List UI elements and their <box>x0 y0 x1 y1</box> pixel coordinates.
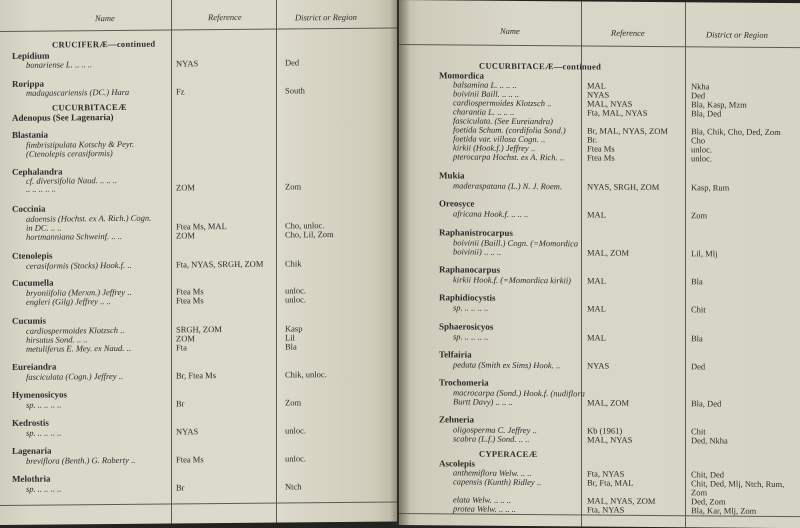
reference-cell: ZOM <box>176 182 195 192</box>
species-name <box>12 148 113 159</box>
leader-dots: .. <box>127 287 131 297</box>
reference-cell: Fta, NYAS <box>587 468 624 478</box>
district-cell: Ded <box>691 361 705 371</box>
column-divider <box>685 2 686 527</box>
leader-dots: .. .. <box>51 222 62 232</box>
leader-dots: .. <box>547 98 551 108</box>
species-text: sp. .. .. <box>26 400 48 410</box>
reference-cell: ZOM <box>176 333 195 343</box>
genus-name: Lepidium <box>12 51 50 61</box>
leader-dots: .. .. <box>100 296 111 306</box>
district-cell: Zom <box>285 397 301 407</box>
species-name <box>12 260 132 271</box>
district-cell: Chik <box>285 258 302 268</box>
reference-cell: Br, MAL, NYAS, ZOM <box>587 125 668 136</box>
district-cell: Nkha <box>691 81 709 91</box>
leader-dots: .. .. <box>521 468 532 478</box>
leader-dots: .. <box>127 343 131 353</box>
species-text: breviflora (Benth.) G. Roberty <box>26 455 129 466</box>
species-name <box>439 359 560 370</box>
species-text: kirkii (Hook.f.) Jeffrey <box>453 142 529 153</box>
district-cell: Bla <box>285 341 297 351</box>
species-text: kirkii Hook.f. (=Momordica kirkii) <box>453 274 571 285</box>
genus-name: Hymenosicyos <box>12 389 67 399</box>
species-text: sp. .. .. <box>453 331 475 341</box>
species-name <box>12 455 135 466</box>
district-cell: Chit <box>691 426 706 436</box>
column-divider <box>171 0 172 524</box>
reference-header: Reference <box>208 12 242 22</box>
family-heading: CUCURBITACEÆ <box>52 102 127 113</box>
district-cell: South <box>285 85 305 95</box>
species-name <box>439 396 513 407</box>
district-cell: Zom <box>285 181 301 191</box>
species-text: foetida Schum. (cordifolia Sond.) <box>453 124 566 135</box>
species-text: boivinii (Baill.) Cogn. (=Momordica <box>453 237 578 248</box>
district-cell: Bla <box>691 333 703 343</box>
species-text: cerasiformis (Stocks) Hook.f. <box>26 260 125 271</box>
leader-dots: .. <box>541 134 545 144</box>
district-cell: Bla <box>691 276 703 286</box>
species-name <box>12 371 123 382</box>
species-name <box>12 399 61 409</box>
species-text: metuliferus E. Mey. ex Naud. <box>26 343 124 354</box>
species-text: boivinii) <box>453 246 482 256</box>
leader-dots: .. .. .. <box>75 59 92 69</box>
species-name <box>439 180 562 191</box>
reference-cell: Ftea Ms, MAL <box>176 221 227 231</box>
genus-name: Telfairia <box>439 349 472 359</box>
species-text: pterocarpa Hochst. ex A. Rich. <box>453 151 558 162</box>
species-text: cardiospermoides Klotzsch <box>453 97 545 108</box>
species-text: africana Hook.f. <box>453 208 509 218</box>
district-cell: Bla, Ded <box>691 398 721 408</box>
genus-name: Oreosyce <box>439 198 474 208</box>
district-cell: Bla, Chik, Cho, Ded, Zom <box>691 126 781 137</box>
species-text: fasciculata. (See Eureiandra) <box>453 115 553 126</box>
species-text: elata Welw. <box>453 494 492 504</box>
genus-name: Blastania <box>12 130 48 140</box>
leader-dots: .. .. <box>478 303 489 313</box>
reference-cell: Fta <box>176 342 187 352</box>
leader-dots: .. .. <box>478 332 489 342</box>
species-text: pedata (Smith ex Sims) Hook. <box>453 359 554 370</box>
reference-cell: MAL <box>587 275 606 285</box>
reference-cell: MAL, ZOM <box>587 247 629 257</box>
species-text: sp. .. .. <box>26 484 48 494</box>
species-text: cf. diversifolia Naud. <box>26 175 98 186</box>
reference-cell: Br <box>176 398 185 408</box>
species-name <box>439 246 501 256</box>
footer-rule <box>0 502 397 506</box>
species-name <box>439 274 571 285</box>
district-cell: Bla, Ded <box>691 108 721 118</box>
reference-cell: Br, Fta, MAL <box>587 477 633 487</box>
leader-dots: .. <box>532 425 536 435</box>
reference-cell: Fta, NYAS <box>587 504 624 514</box>
reference-cell: NYAS <box>587 89 609 99</box>
genus-name: Melothria <box>12 474 51 484</box>
reference-header: Reference <box>611 28 645 38</box>
family-heading: CUCURBITACEÆ—continued <box>479 61 601 72</box>
species-text: scabra (L.f.) Sond. <box>453 433 517 443</box>
district-cell: unloc. <box>285 294 306 304</box>
genus-name: Cephalandra <box>12 166 63 176</box>
species-text: engleri (Gilg) Jeffrey <box>26 296 98 307</box>
district-cell: Cho <box>691 135 705 145</box>
family-heading: CRUCIFERÆ—continued <box>52 39 155 50</box>
genus-name: Momordica <box>439 70 484 80</box>
leader-dots: .. <box>556 360 560 370</box>
leader-dots: .. <box>120 325 124 335</box>
species-text: anthemiflora Welw. <box>453 467 519 478</box>
leader-dots: .. .. .. <box>494 495 511 505</box>
reference-cell: NYAS <box>176 426 198 436</box>
district-cell: Ded, Nkha <box>691 435 728 445</box>
district-cell: Lil, Mlj <box>691 248 717 258</box>
reference-cell: Ftea Ms <box>176 286 204 296</box>
leader-dots: .. .. <box>519 434 530 444</box>
species-text: maderaspatana (L.) N. J. Roem. <box>453 180 562 191</box>
species-text: (Ctenolepis cerasiformis) <box>26 148 113 159</box>
reference-cell: Fta, MAL, NYAS <box>587 107 647 117</box>
book-gutter <box>390 0 410 525</box>
district-cell: Zom <box>691 487 707 497</box>
reference-cell: Ftea Ms <box>176 295 204 305</box>
species-name <box>439 151 564 162</box>
leader-dots: .. .. .. <box>500 80 517 90</box>
leader-dots: .. <box>119 371 123 381</box>
district-cell: Cho, unloc. <box>285 220 324 230</box>
leader-dots: .. <box>531 143 535 153</box>
species-name <box>439 503 516 514</box>
reference-cell: Ftea Ms <box>587 143 615 153</box>
reference-cell: Br, Ftea Ms <box>176 370 216 380</box>
species-name <box>12 231 122 242</box>
district-cell: Kasp, Rum <box>691 182 729 192</box>
reference-cell: SRGH, ZOM <box>176 324 222 334</box>
species-name <box>439 331 488 341</box>
species-text: charantia L. <box>453 106 495 116</box>
reference-cell: Fta, NYAS, SRGH, ZOM <box>176 259 263 270</box>
species-name <box>12 87 129 98</box>
district-header: District or Region <box>706 29 768 39</box>
species-name <box>12 483 61 493</box>
district-cell: Ntch <box>285 481 302 491</box>
district-cell: unloc. <box>285 285 306 295</box>
reference-cell: MAL <box>587 303 606 313</box>
district-cell: Cho, Lil, Zom <box>285 229 334 239</box>
reference-cell: Fz <box>176 86 185 96</box>
genus-name: Raphanocarpus <box>439 264 500 274</box>
reference-cell: MAL <box>587 332 606 342</box>
reference-cell: Ftea Ms <box>587 152 615 162</box>
leader-dots: .. <box>560 152 564 162</box>
district-cell: Bla, Kasp, Mzm <box>691 99 747 109</box>
genus-name: Sphaerosicyos <box>439 321 493 331</box>
species-text: protea Welw. <box>453 503 497 513</box>
left-page <box>0 0 397 525</box>
leader-dots: .. .. <box>77 334 88 344</box>
species-text: fasciculata (Cogn.) Jeffrey <box>26 371 117 382</box>
species-text: hortmanniana Schweinf. <box>26 231 109 242</box>
reference-cell: MAL, NYAS <box>587 434 632 444</box>
reference-cell: Br. <box>587 134 597 144</box>
leader-dots: .. .. <box>51 427 62 437</box>
species-text: oligosperma C. Jeffrey <box>453 424 530 435</box>
genus-name: Cucumis <box>12 316 46 326</box>
genus-name: Adenopus (See Lagenaria) <box>12 112 114 123</box>
leader-dots: .. <box>127 260 131 270</box>
genus-name: Kedrostis <box>12 418 49 428</box>
header-rule <box>399 44 800 48</box>
reference-cell: Br <box>176 482 185 492</box>
species-name <box>12 427 61 437</box>
leader-dots: .. .. .. <box>511 209 528 219</box>
leader-dots: .. .. <box>45 184 56 194</box>
species-text: capensis (Kunth) Ridley <box>453 476 535 487</box>
district-cell: Chit, Ded <box>691 469 724 479</box>
genus-name: Rorippa <box>12 79 44 89</box>
district-cell: Zom <box>691 210 707 220</box>
reference-cell: MAL, ZOM <box>587 397 629 407</box>
species-text: bonariense L. <box>26 59 73 69</box>
species-name <box>12 59 92 70</box>
species-text: bryoniifolia (Merxm.) Jeffrey <box>26 287 125 298</box>
species-text: foetida var. villosa Cogn. <box>453 133 539 144</box>
species-name <box>12 184 56 194</box>
column-divider <box>276 0 277 523</box>
genus-name: Ascolepis <box>439 458 475 468</box>
leader-dots: .. .. <box>51 399 62 409</box>
species-text: Burtt Davy) <box>453 396 493 406</box>
genus-name: Raphanistrocarpus <box>439 227 513 238</box>
family-heading: CYPERACEÆ <box>479 449 537 459</box>
reference-cell: Kb (1961) <box>587 425 622 435</box>
reference-cell: NYAS, SRGH, ZOM <box>587 181 659 192</box>
species-text: sp. .. .. <box>453 302 475 312</box>
species-text: boivinii Baill. <box>453 88 500 98</box>
genus-name: Zehneria <box>439 414 474 424</box>
header-rule <box>0 28 397 32</box>
right-rows <box>399 0 800 3</box>
leader-dots: .. .. .. <box>497 107 514 117</box>
reference-cell: ZOM <box>176 230 195 240</box>
name-header: Name <box>500 26 520 36</box>
leader-dots: .. <box>131 455 135 465</box>
leader-dots: .. .. <box>51 483 62 493</box>
species-text: in DC. <box>26 223 49 233</box>
genus-name: Raphidiocystis <box>439 292 496 302</box>
district-cell: Ded <box>691 90 705 100</box>
district-cell: unloc. <box>285 425 306 435</box>
reference-cell: Ftea Ms <box>176 454 204 464</box>
genus-name: Eureiandra <box>12 362 56 372</box>
genus-name: Trochomeria <box>439 377 489 387</box>
leader-dots: .. <box>537 477 541 487</box>
name-header: Name <box>95 13 115 23</box>
species-name <box>439 302 488 312</box>
reference-cell: NYAS <box>176 58 198 68</box>
genus-name: Coccinia <box>12 204 46 214</box>
species-text: adoensis (Hochst. ex A. Rich.) Cogn. <box>26 213 151 224</box>
district-header: District or Region <box>295 12 357 23</box>
district-cell: Bla, Kar, Mlj, Zom <box>691 505 756 516</box>
species-text: hirsutus Sond. <box>26 334 75 344</box>
species-name <box>439 433 529 444</box>
district-cell: unloc. <box>691 144 712 154</box>
district-cell: Lil <box>285 332 295 342</box>
genus-name: Mukia <box>439 170 465 180</box>
species-text: balsamina L. <box>453 79 497 89</box>
district-cell: Kasp <box>285 323 302 333</box>
genus-name: Cucumella <box>12 278 54 288</box>
reference-cell: MAL, NYAS, ZOM <box>587 495 655 506</box>
species-text: madagascariensis (DC.) Hara <box>26 87 129 98</box>
species-text: sp. .. .. <box>26 428 48 438</box>
leader-dots: .. .. .. <box>484 247 501 257</box>
species-name <box>439 476 541 487</box>
species-text: cardiospermoides Klotzsch <box>26 325 118 336</box>
species-text: fimbristipulata Kotschy & Peyr. <box>26 139 134 150</box>
district-cell: Ded, Zom <box>691 496 725 506</box>
leader-dots: .. .. .. <box>496 397 513 407</box>
leader-dots: .. .. .. <box>499 504 516 514</box>
reference-cell: NYAS <box>587 360 609 370</box>
district-cell: Chik, unloc. <box>285 369 327 379</box>
district-cell: Chit <box>691 304 706 314</box>
reference-cell: MAL <box>587 209 606 219</box>
column-divider <box>581 1 582 526</box>
genus-name: Ctenolepis <box>12 251 53 261</box>
leader-dots: .. .. <box>111 231 122 241</box>
leader-dots: .. .. .. <box>502 89 519 99</box>
district-cell: Ded <box>285 57 299 67</box>
right-page <box>399 0 800 528</box>
genus-name: Lagenaria <box>12 446 52 456</box>
species-text: .. .. .. <box>26 184 43 194</box>
district-cell: unloc. <box>285 453 306 463</box>
species-name <box>12 296 111 307</box>
species-name <box>439 208 528 219</box>
district-cell: unloc. <box>691 153 712 163</box>
species-name <box>12 343 131 354</box>
leader-dots: .. .. .. <box>100 175 117 185</box>
species-text: macrocarpa (Sond.) Hook.f. (nudiflora <box>453 387 585 398</box>
reference-cell: MAL, NYAS <box>587 98 632 108</box>
reference-cell: MAL <box>587 80 606 90</box>
district-cell: Chit, Ded, Mlj, Ntch, Rum, <box>691 478 784 489</box>
